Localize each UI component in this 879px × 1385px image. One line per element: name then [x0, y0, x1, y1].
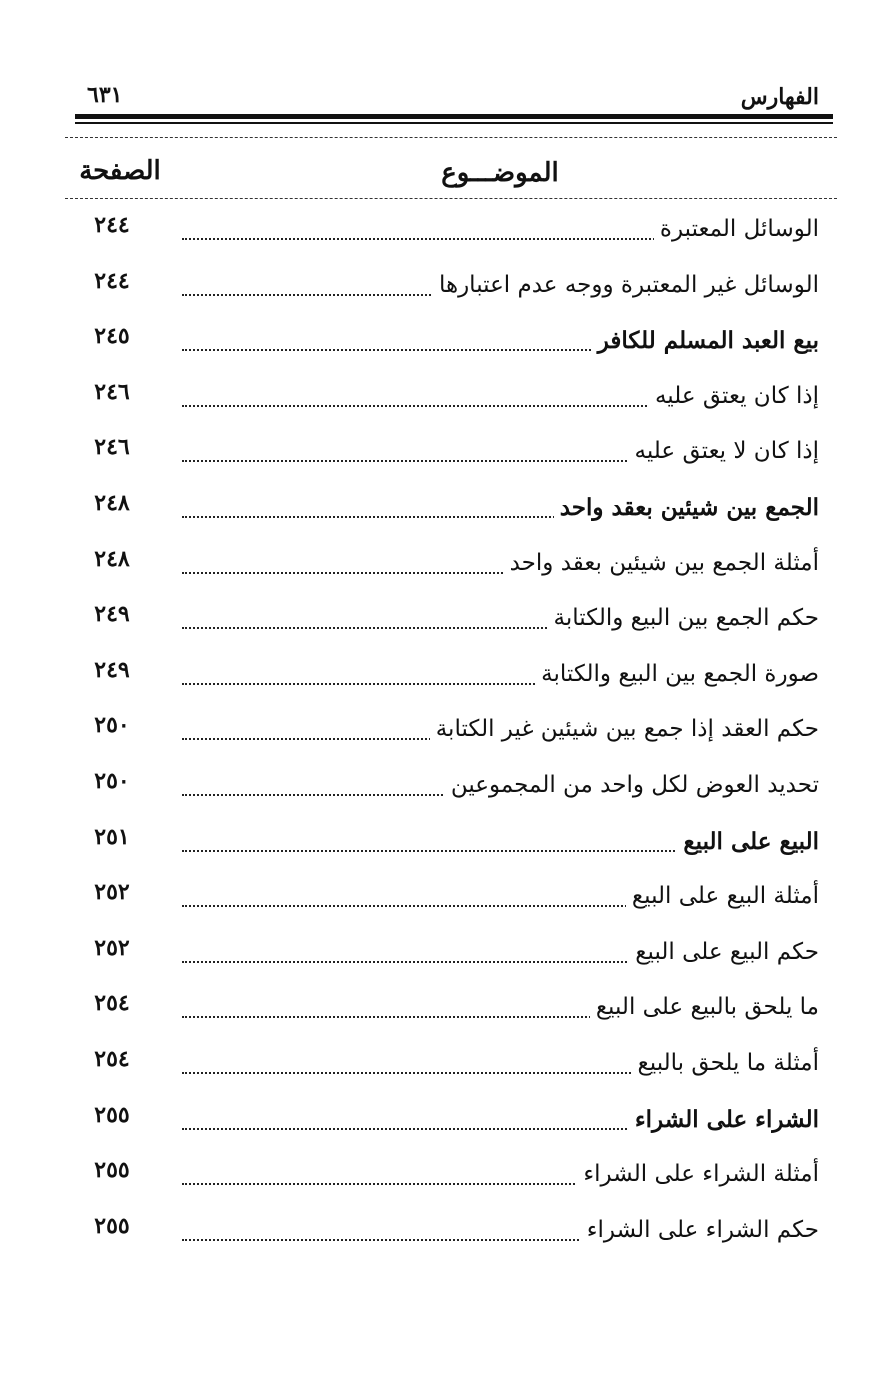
index-entry	[0, 264, 879, 320]
entry-page-number: ٢٥٥	[94, 1101, 130, 1128]
entry-page-number: ٢٥٤	[94, 990, 130, 1017]
index-entry	[0, 708, 879, 764]
index-entry	[0, 486, 879, 542]
entry-page-number: ٢٥١	[94, 823, 130, 850]
entry-title: ما يلحق بالبيع على البيع	[590, 994, 819, 1020]
entry-title: الوسائل المعتبرة	[654, 216, 819, 242]
entry-page-number: ٢٥٥	[94, 1157, 130, 1184]
index-entries	[0, 208, 879, 1264]
index-entry	[0, 1153, 879, 1209]
index-entry	[0, 764, 879, 820]
entry-page-number: ٢٥٢	[94, 879, 130, 906]
entry-title: أمثلة البيع على البيع	[626, 883, 819, 909]
entry-page-number: ٢٤٤	[94, 267, 130, 294]
entry-page-number: ٢٤٩	[94, 656, 130, 683]
index-entry	[0, 319, 879, 375]
index-entry	[0, 542, 879, 598]
entry-title: حكم البيع على البيع	[629, 939, 819, 965]
index-entry	[0, 1098, 879, 1154]
table-header-divider	[65, 198, 837, 199]
page-number: ٦٣١	[87, 82, 123, 108]
index-entry	[0, 875, 879, 931]
entry-page-number: ٢٥٢	[94, 934, 130, 961]
entry-page-number: ٢٥٥	[94, 1212, 130, 1239]
index-entry	[0, 597, 879, 653]
entry-title: حكم الشراء على الشراء	[581, 1217, 819, 1243]
entry-title: بيع العبد المسلم للكافر	[592, 327, 819, 354]
entry-page-number: ٢٤٥	[94, 323, 130, 350]
table-top-divider	[65, 137, 837, 138]
index-entry	[0, 986, 879, 1042]
entry-page-number: ٢٥٤	[94, 1045, 130, 1072]
index-entry	[0, 375, 879, 431]
entry-page-number: ٢٥٠	[94, 767, 130, 794]
topic-column-heading: الموضـــوع	[441, 158, 559, 188]
running-title: الفهارس	[740, 84, 819, 110]
entry-page-number: ٢٤٨	[94, 545, 130, 572]
entry-title: حكم العقد إذا جمع بين شيئين غير الكتابة	[430, 716, 819, 742]
index-entry	[0, 653, 879, 709]
entry-page-number: ٢٥٠	[94, 712, 130, 739]
entry-title: أمثلة الجمع بين شيئين بعقد واحد	[504, 550, 819, 576]
entry-title: أمثلة ما يلحق بالبيع	[632, 1050, 819, 1076]
index-entry	[0, 1209, 879, 1265]
header-rule-thick	[75, 114, 833, 119]
entry-page-number: ٢٤٦	[94, 434, 130, 461]
index-entry	[0, 820, 879, 876]
entry-title: إذا كان لا يعتق عليه	[629, 438, 819, 464]
entry-page-number: ٢٤٩	[94, 601, 130, 628]
entry-page-number: ٢٤٦	[94, 378, 130, 405]
entry-title: إذا كان يعتق عليه	[649, 383, 819, 409]
entry-page-number: ٢٤٨	[94, 489, 130, 516]
index-entry	[0, 208, 879, 264]
entry-title: تحديد العوض لكل واحد من المجموعين	[445, 772, 819, 798]
entry-title: الجمع بين شيئين بعقد واحد	[554, 494, 819, 521]
entry-page-number: ٢٤٤	[94, 212, 130, 238]
header-rule-thin	[75, 122, 833, 124]
entry-title: الوسائل غير المعتبرة ووجه عدم اعتبارها	[433, 272, 819, 298]
index-entry	[0, 430, 879, 486]
index-entry	[0, 931, 879, 987]
entry-title: أمثلة الشراء على الشراء	[577, 1161, 819, 1187]
index-entry	[0, 1042, 879, 1098]
page-column-heading: الصفحة	[79, 156, 161, 186]
entry-title: الشراء على الشراء	[629, 1106, 819, 1133]
entry-title: حكم الجمع بين البيع والكتابة	[547, 605, 819, 631]
running-header	[75, 76, 829, 116]
entry-title: البيع على البيع	[677, 828, 819, 855]
entry-title: صورة الجمع بين البيع والكتابة	[535, 661, 819, 687]
